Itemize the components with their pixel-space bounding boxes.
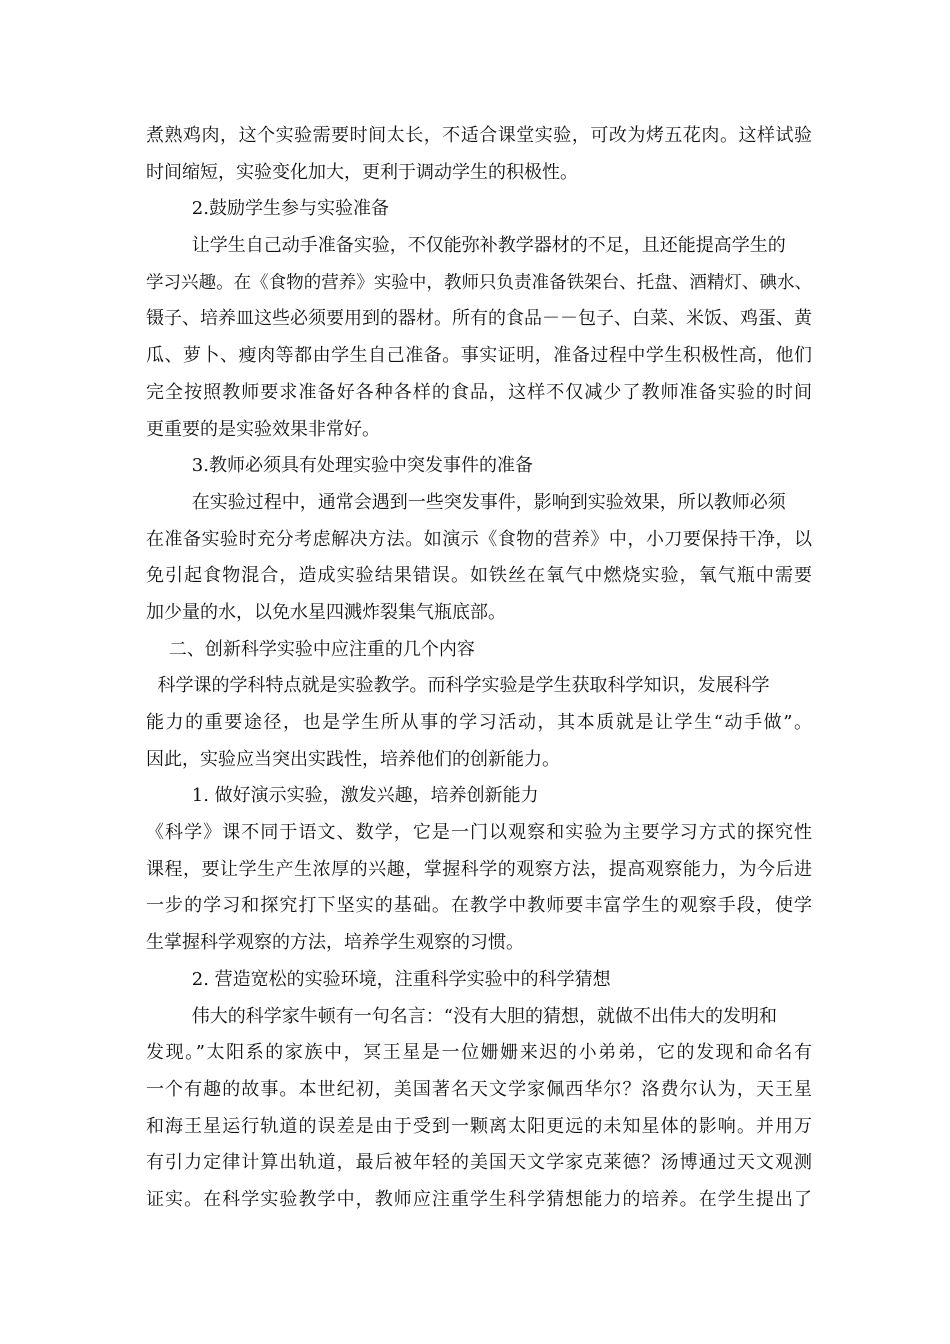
text-line: 学习兴趣。在《食物的营养》实验中，教师只负责准备铁架台、托盘、酒精灯、碘水、 <box>146 272 812 293</box>
text-line: 一步的学习和探究打下坚实的基础。在教学中教师要丰富学生的观察手段，使学 <box>146 895 812 917</box>
text-line: 证实。在科学实验教学中，教师应注重学生科学猜想能力的培养。在学生提出了 <box>146 1188 812 1210</box>
text-line: 更重要的是实验效果非常好。 <box>146 418 380 440</box>
text-line: 2. 营造宽松的实验环境，注重科学实验中的科学猜想 <box>146 968 611 990</box>
text-line: 时间缩短，实验变化加大，更利于调动学生的积极性。 <box>146 161 578 183</box>
text-line: 镊子、培养皿这些必须要用到的器材。所有的食品－－包子、白菜、米饭、鸡蛋、黄 <box>146 308 812 330</box>
text-line: 一个有趣的故事。本世纪初，美国著名天文学家佩西华尔？洛费尔认为，天王星 <box>146 1078 812 1100</box>
text-line: 因此，实验应当突出实践性，培养他们的创新能力。 <box>146 748 560 770</box>
text-line: 让学生自己动手准备实验，不仅能弥补教学器材的不足，且还能提高学生的 <box>146 235 786 257</box>
text-line: 二、创新科学实验中应注重的几个内容 <box>146 638 475 660</box>
text-line: 瓜、萝卜、瘦肉等都由学生自己准备。事实证明，准备过程中学生积极性高，他们 <box>146 345 812 367</box>
text-line: 完全按照教师要求准备好各种各样的食品，这样不仅减少了教师准备实验的时间 <box>146 381 812 403</box>
text-line: 科学课的学科特点就是实验教学。而科学实验是学生获取科学知识，发展科学 <box>146 675 770 697</box>
text-line: 2.鼓励学生参与实验准备 <box>146 198 389 220</box>
text-line: 加少量的水，以免水星四溅炸裂集气瓶底部。 <box>146 601 506 623</box>
text-line: 在实验过程中，通常会遇到一些突发事件，影响到实验效果，所以教师必须 <box>146 491 786 513</box>
text-line: 有引力定律计算出轨道，最后被年轻的美国天文学家克莱德？汤博通过天文观测 <box>146 1152 812 1174</box>
text-line: 免引起食物混合，造成实验结果错误。如铁丝在氧气中燃烧实验，氧气瓶中需要 <box>146 565 812 587</box>
text-line: 煮熟鸡肉，这个实验需要时间太长，不适合课堂实验，可改为烤五花肉。这样试验 <box>146 125 812 146</box>
text-line: 生掌握科学观察的方法，培养学生观察的习惯。 <box>146 932 524 954</box>
text-line: 发现。”太阳系的家族中，冥王星是一位姗姗来迟的小弟弟，它的发现和命名有 <box>146 1042 812 1064</box>
text-line: 能力的重要途径，也是学生所从事的学习活动，其本质就是让学生“动手做”。 <box>146 712 812 733</box>
text-line: 课程，要让学生产生浓厚的兴趣，掌握科学的观察方法，提高观察能力，为今后进 <box>146 858 812 880</box>
text-line: 《科学》课不同于语文、数学，它是一门以观察和实验为主要学习方式的探究性 <box>146 822 812 844</box>
text-line: 3.教师必须具有处理实验中突发事件的准备 <box>146 455 533 477</box>
text-line: 和海王星运行轨道的误差是由于受到一颗离太阳更远的未知星体的影响。并用万 <box>146 1115 812 1137</box>
text-line: 1. 做好演示实验，激发兴趣，培养创新能力 <box>146 785 539 807</box>
text-line: 在准备实验时充分考虑解决方法。如演示《食物的营养》中，小刀要保持干净，以 <box>146 528 812 550</box>
body-text <box>146 118 812 1219</box>
text-line: 伟大的科学家牛顿有一句名言：“没有大胆的猜想，就做不出伟大的发明和 <box>146 1005 777 1027</box>
